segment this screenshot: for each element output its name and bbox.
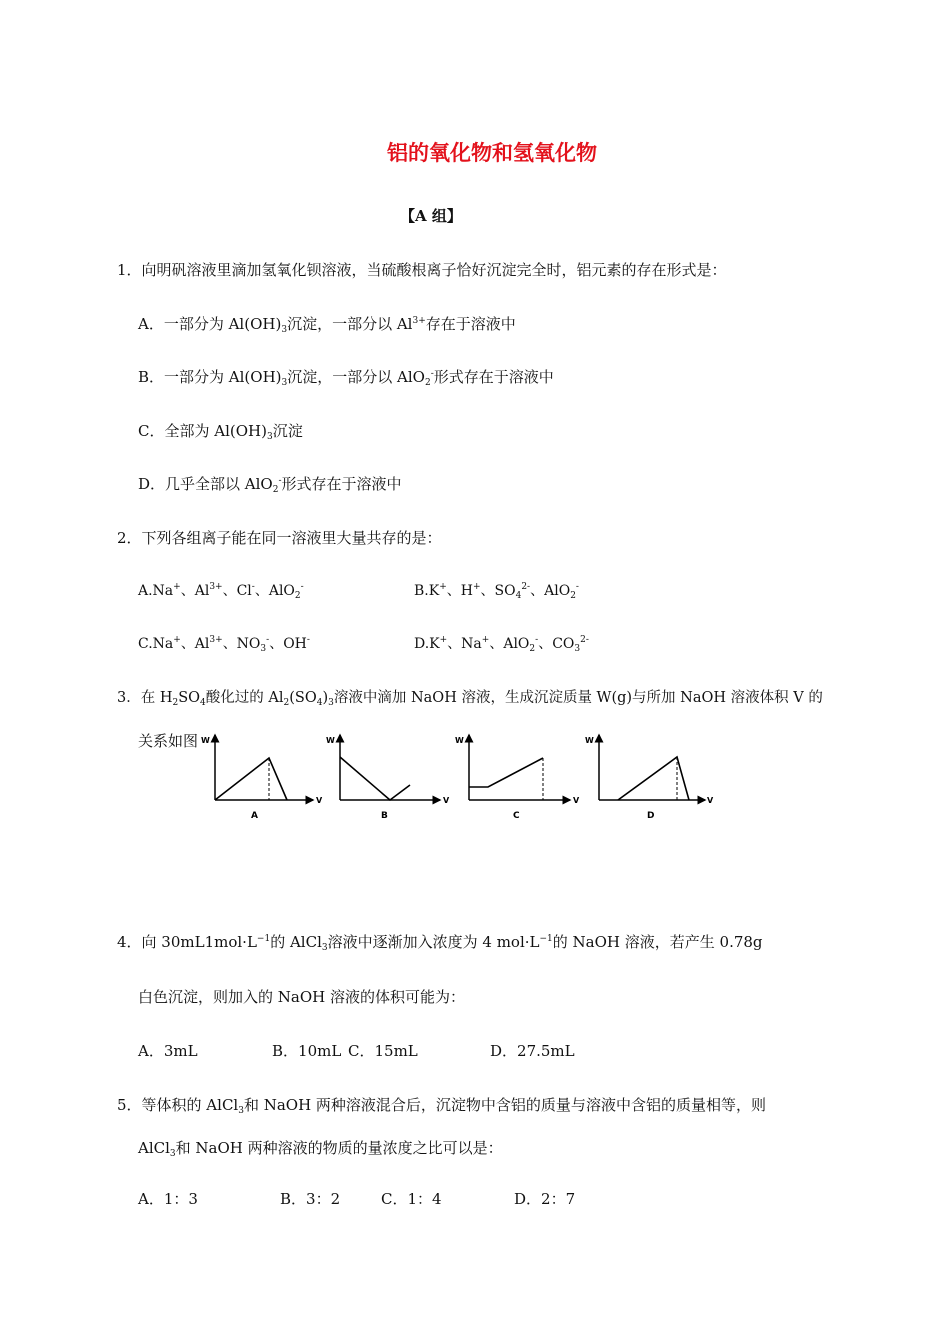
q5-option-d: D．2：7	[514, 1190, 576, 1208]
q1-option-c: C．全部为 $Al(OH)_3$沉淀	[138, 422, 303, 442]
graph-c-label: C	[513, 811, 520, 821]
q4-option-c: C．15mL	[348, 1042, 418, 1060]
q1-option-d: D．几乎全部以 AlO$_2$-形式存在于溶液中	[138, 475, 402, 495]
graph-a	[201, 735, 323, 821]
q5-option-b: B．3：2	[280, 1190, 341, 1208]
svg-text:V: V	[316, 796, 323, 805]
q4-stem: 4．向 $30mL1mol\cdot L^{-1}$的 AlCl$_3$溶液中逐渐加入浓度为 4 $mol\cdot L^{-1}$的 NaOH 溶液，若产生 0.78g	[117, 933, 763, 953]
svg-text:W: W	[455, 736, 464, 745]
q1-option-a: A．一部分为 $Al(OH)_3$沉淀，一部分以 $Al^{3+}$存在于溶液中	[138, 315, 516, 335]
graph-d	[585, 735, 714, 821]
page-title: 铝的氧化物和氢氧化物	[387, 141, 597, 165]
graph-b	[326, 735, 450, 821]
svg-text:W: W	[201, 736, 210, 745]
q2-stem: 2．下列各组离子能在同一溶液里大量共存的是：	[117, 529, 442, 547]
svg-text:V: V	[707, 796, 714, 805]
graph-d-curve	[618, 757, 689, 800]
q5-option-c: C．1：4	[381, 1190, 442, 1208]
q3-graphs	[195, 730, 725, 825]
q5-stem-cont: AlCl$_3$和 NaOH 两种溶液的物质的量浓度之比可以是：	[138, 1139, 503, 1159]
q5-option-a: A．1：3	[138, 1190, 198, 1208]
graph-b-curve	[340, 757, 410, 800]
svg-text:V: V	[443, 796, 450, 805]
q3-stem: 3．在 $H_2SO_4$酸化过的 $Al_2(SO_4)_3$溶液中滴加 NaOH 溶液，生成沉淀质量 W(g)与所加 NaOH 溶液体积 V 的	[117, 690, 823, 708]
group-label: 【A 组】	[400, 207, 462, 225]
q1-stem: 1．向明矾溶液里滴加氢氧化钡溶液，当硫酸根离子恰好沉淀完全时，铝元素的存在形式是：	[117, 261, 727, 279]
q1-option-b: B．一部分为 $Al(OH)_3$沉淀，一部分以 AlO$_2$-形式存在于溶液中	[138, 368, 554, 388]
q4-option-d: D．27.5mL	[490, 1042, 575, 1060]
svg-text:W: W	[326, 736, 335, 745]
graph-b-label: B	[381, 811, 388, 821]
q4-option-a: A．3mL	[138, 1042, 198, 1060]
graph-c-curve	[469, 758, 543, 787]
graph-c	[455, 735, 580, 821]
svg-text:W: W	[585, 736, 594, 745]
graph-d-label: D	[647, 811, 655, 821]
q3-stem-cont: 关系如图	[138, 732, 199, 750]
q2-option-b: B.K+、H+、$SO_4^{2-}$、AlO$_2$-	[414, 582, 579, 601]
q5-stem: 5．等体积的 AlCl$_3$和 NaOH 两种溶液混合后，沉淀物中含铝的质量与溶液中含铝的质量相等，则	[117, 1096, 766, 1116]
q4-option-b: B．10mL	[272, 1042, 342, 1060]
q2-option-d: D.K+、Na+、AlO$_2$-、$CO_3^{2-}$	[414, 635, 589, 654]
graph-a-curve	[215, 758, 287, 800]
q2-option-a: A.Na+、$Al^{3+}$、Cl-、AlO$_2$-	[138, 582, 304, 601]
q2-option-c: C.Na+、$Al^{3+}$、$NO_3^-$、OH-	[138, 635, 310, 654]
svg-text:V: V	[573, 796, 580, 805]
q4-stem-cont: 白色沉淀，则加入的 NaOH 溶液的体积可能为：	[138, 988, 465, 1006]
graph-a-label: A	[251, 811, 258, 821]
